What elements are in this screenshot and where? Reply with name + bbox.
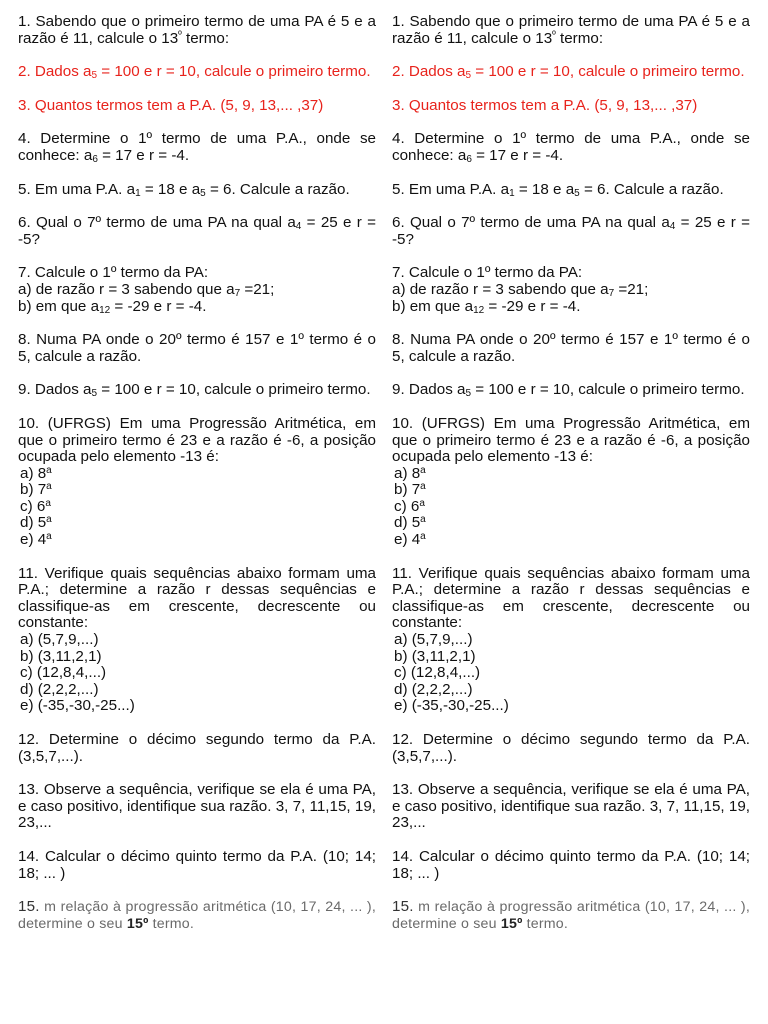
question-6 [392, 215, 750, 248]
question-5 [18, 182, 376, 199]
question-7-item-b: b) em que $a_{12} = -29$ e r = -4. [18, 297, 207, 316]
question-15-bold-term: 15º [500, 915, 523, 932]
question-3 [18, 98, 376, 115]
question-6-text-end: = 25 e r = -5? [392, 214, 750, 248]
question-14-text: 14. Calcular o décimo quinto termo da P.A. (10; 14; 18; ... ) [18, 847, 376, 882]
question-11-option: d) (2,2,2,...) [20, 680, 99, 698]
question-4-text-end: = 17 e r = -4. [97, 146, 190, 164]
question-11-option: e) (-35,-30,-25...) [20, 697, 135, 715]
question-15-text-end: termo. [148, 915, 195, 932]
question-6-text: 6. Qual o 7º termo de uma PA na qual a [18, 214, 296, 232]
question-6-text: 6. Qual o 7º termo de uma PA na qual a [392, 214, 670, 232]
question-2 [18, 64, 376, 81]
question-6 [18, 215, 376, 248]
question-13 [18, 782, 376, 832]
question-15-text-end: termo. [522, 915, 569, 932]
question-6-subscript: 4 [295, 221, 302, 233]
question-1-text-end: termo: [555, 29, 604, 47]
question-5-text: 5. Em uma P.A. a [18, 180, 136, 198]
question-4 [18, 131, 376, 164]
question-5-subscript-2: 5 [200, 187, 206, 199]
question-8-text: 8. Numa PA onde o 20º termo é 157 e 1º termo é o 5, calcule a razão. [18, 331, 376, 365]
question-9 [18, 382, 376, 399]
question-11-option: a) (5,7,9,...) [20, 631, 99, 649]
question-9-text: 9. Dados a [392, 381, 466, 399]
left-column [18, 14, 376, 949]
question-10-option: a) 8$^a$ [394, 464, 426, 482]
question-9 [392, 382, 750, 399]
question-9-subscript: 5 [91, 388, 98, 400]
question-10-option: d) 5$^a$ [394, 514, 426, 532]
question-5-text-end: = 6. Calcule a razão. [579, 180, 724, 198]
question-12 [392, 732, 750, 765]
question-7-title: 7. Calcule o 1º termo da PA: [18, 264, 209, 282]
question-2 [392, 64, 750, 81]
question-7-title: 7. Calcule o 1º termo da PA: [392, 264, 583, 282]
question-13 [392, 782, 750, 832]
question-11-option: a) (5,7,9,...) [394, 631, 473, 649]
question-7-item-a: a) de razão r = 3 sabendo que $a_7 =21$; [392, 280, 649, 299]
question-10-text: 10. (UFRGS) Em uma Progressão Aritmética, em que o primeiro termo é 23 e a razão é -6, a posição ocupada pelo elemento -13 é: [18, 414, 376, 466]
question-10-option: a) 8$^a$ [20, 464, 52, 482]
question-1 [18, 14, 376, 47]
question-12-text: 12. Determine o décimo segundo termo da P.A. (3,5,7,...). [18, 731, 376, 765]
question-11 [18, 566, 376, 715]
question-15 [392, 899, 750, 932]
question-3-text: 3. Quantos termos tem a P.A. (5, 9, 13,... ,37) [392, 96, 698, 114]
question-5-subscript-1: 1 [135, 187, 141, 199]
question-2-text-end: = 100 e r = 10, calcule o primeiro termo. [97, 63, 371, 81]
question-1 [392, 14, 750, 47]
question-1-text-end: termo: [181, 29, 230, 47]
question-11-text: 11. Verifique quais sequências abaixo formam uma P.A.; determine a razão r dessas sequências e classifique-as em crescente, decrescente ou constante: [392, 564, 750, 632]
question-11-text: 11. Verifique quais sequências abaixo formam uma P.A.; determine a razão r dessas sequências e classifique-as em crescente, decrescente ou constante: [18, 564, 376, 632]
question-5-text-mid: = 18 e a [140, 180, 201, 198]
question-15-number: 15. [392, 898, 414, 916]
question-2-subscript: 5 [91, 70, 98, 82]
question-14 [392, 849, 750, 882]
question-10-option: d) 5$^a$ [20, 514, 52, 532]
question-1-ordinal: º [178, 29, 182, 41]
question-6-subscript: 4 [669, 221, 676, 233]
question-9-text: 9. Dados a [18, 381, 92, 399]
question-10-option: c) 6$^a$ [20, 497, 51, 515]
question-4-text: 4. Determine o 1º termo de uma P.A., onde se conhece: a [392, 130, 750, 164]
question-4-text: 4. Determine o 1º termo de uma P.A., onde se conhece: a [18, 130, 376, 164]
question-3-text: 3. Quantos termos tem a P.A. (5, 9, 13,... ,37) [18, 96, 324, 114]
question-4-subscript: 6 [466, 153, 472, 165]
question-1-text: 1. Sabendo que o primeiro termo de uma PA é 5 e a razão é 11, calcule o 13 [392, 13, 750, 47]
question-13-text: 13. Observe a sequência, verifique se ela é uma PA, e caso positivo, identifique sua razão. 3, 7, 11,15, 19, 23,... [18, 781, 376, 832]
question-14 [18, 849, 376, 882]
question-9-text-end: = 100 e r = 10, calcule o primeiro termo. [97, 381, 371, 399]
question-11-option: e) (-35,-30,-25...) [394, 697, 509, 715]
question-14-text: 14. Calcular o décimo quinto termo da P.A. (10; 14; 18; ... ) [392, 847, 750, 882]
question-10-text: 10. (UFRGS) Em uma Progressão Aritmética, em que o primeiro termo é 23 e a razão é -6, a posição ocupada pelo elemento -13 é: [392, 414, 750, 466]
question-7 [18, 265, 376, 315]
question-5-text-end: = 6. Calcule a razão. [205, 180, 350, 198]
question-10-option: b) 7$^a$ [20, 481, 52, 499]
question-8 [392, 332, 750, 365]
question-10-option: e) 4$^a$ [20, 531, 52, 549]
question-11-option: c) (12,8,4,...) [20, 664, 107, 682]
question-2-text-end: = 100 e r = 10, calcule o primeiro termo. [471, 63, 745, 81]
question-8-text: 8. Numa PA onde o 20º termo é 157 e 1º termo é o 5, calcule a razão. [392, 331, 750, 365]
question-11-option: d) (2,2,2,...) [394, 680, 473, 698]
question-5-subscript-2: 5 [574, 187, 580, 199]
question-8 [18, 332, 376, 365]
question-7 [392, 265, 750, 315]
question-15-number: 15. [18, 898, 40, 916]
question-4-subscript: 6 [92, 153, 98, 165]
question-7-item-b: b) em que $a_{12} = -29$ e r = -4. [392, 297, 581, 316]
question-10 [18, 416, 376, 549]
question-12-text: 12. Determine o décimo segundo termo da P.A. (3,5,7,...). [392, 731, 750, 765]
question-15-text: m relação à progressão aritmética (10, 17, 24, ... ), determine o seu [18, 899, 376, 932]
question-11-option: b) (3,11,2,1) [394, 647, 476, 665]
question-11 [392, 566, 750, 715]
question-10-option: c) 6$^a$ [394, 497, 425, 515]
question-3 [392, 98, 750, 115]
question-6-text-end: = 25 e r = -5? [18, 214, 376, 248]
question-4-text-end: = 17 e r = -4. [471, 146, 564, 164]
question-10-option: e) 4$^a$ [394, 531, 426, 549]
question-2-text: 2. Dados a [18, 63, 92, 81]
question-10-option: b) 7$^a$ [394, 481, 426, 499]
question-13-text: 13. Observe a sequência, verifique se ela é uma PA, e caso positivo, identifique sua razão. 3, 7, 11,15, 19, 23,... [392, 781, 750, 832]
question-11-option: c) (12,8,4,...) [394, 664, 481, 682]
question-7-item-a: a) de razão r = 3 sabendo que $a_7 =21$; [18, 280, 275, 299]
question-5-text: 5. Em uma P.A. a [392, 180, 510, 198]
question-4 [392, 131, 750, 164]
question-1-text: 1. Sabendo que o primeiro termo de uma PA é 5 e a razão é 11, calcule o 13 [18, 13, 376, 47]
question-15-text: m relação à progressão aritmética (10, 17, 24, ... ), determine o seu [392, 899, 750, 932]
question-5-subscript-1: 1 [509, 187, 515, 199]
question-11-option: b) (3,11,2,1) [20, 647, 102, 665]
question-1-ordinal: º [552, 29, 556, 41]
question-12 [18, 732, 376, 765]
question-5-text-mid: = 18 e a [514, 180, 575, 198]
question-2-text: 2. Dados a [392, 63, 466, 81]
question-5 [392, 182, 750, 199]
question-15 [18, 899, 376, 932]
question-2-subscript: 5 [465, 70, 472, 82]
question-10 [392, 416, 750, 549]
question-9-text-end: = 100 e r = 10, calcule o primeiro termo. [471, 381, 745, 399]
question-9-subscript: 5 [465, 388, 472, 400]
question-15-bold-term: 15º [126, 915, 149, 932]
right-column [392, 14, 750, 949]
